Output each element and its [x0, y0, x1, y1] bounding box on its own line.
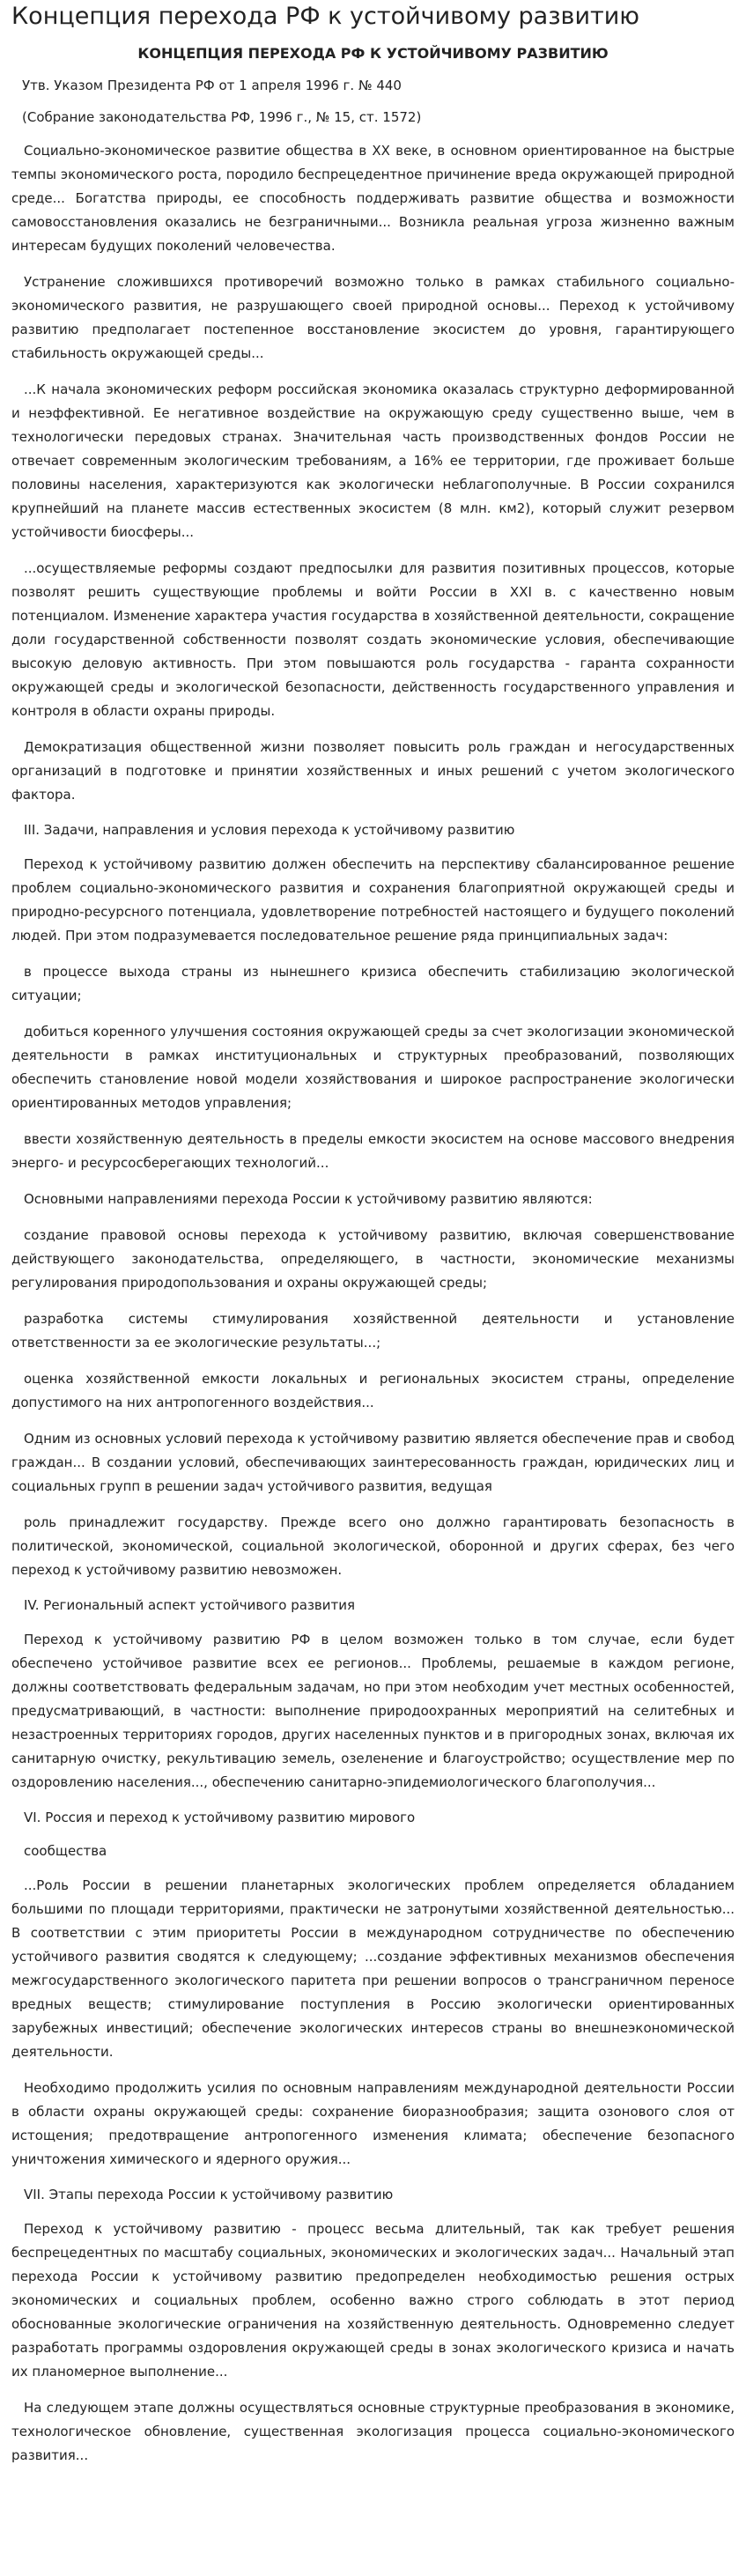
paragraph: в процессе выхода страны из нынешнего кризиса обеспечить стабилизацию экологической ситуации; — [11, 964, 735, 1003]
section-heading: VII. Этапы перехода России к устойчивому развитию — [24, 2187, 394, 2202]
paragraph: Одним из основных условий перехода к устойчивому развитию является обеспечение прав и свобод граждан... В создании условий, обеспечивающих заинтересованность граждан, юридических лиц и социальных групп в решении задач устойчивого развития, ведущая — [11, 1431, 735, 1494]
paragraph: Переход к устойчивому развитию РФ в целом возможен только в том случае, если будет обеспечено устойчивое развитие всех ее регионов... Проблемы, решаемые в каждом регионе, должны соответствовать федеральным задачам, но при этом необходим учет местных особенностей, предусматривающий, в частности: выполнение природоохранных мероприятий на селитебных и незастроенных территориях городов, других населенных пунктов и в пригородных зонах, включая их санитарную очистку, рекультивацию земель, озеленение и благоустройство; осуществление мер по оздоровлению населения..., обеспечению санитарно-эпидемиологического благополучия... — [11, 1632, 735, 1790]
section-heading: сообщества — [24, 1843, 107, 1859]
paragraph: На следующем этапе должны осуществляться основные структурные преобразования в экономике, технологическое обновление, существенная экологизация процесса социально-экономического развития... — [11, 2400, 735, 2463]
document-page — [0, 2, 746, 2468]
source-line: (Собрание законодательства РФ, 1996 г., № 15, ст. 1572) — [22, 109, 422, 125]
paragraph: разработка системы стимулирования хозяйственной деятельности и установление ответственности за ее экологические результаты...; — [11, 1311, 735, 1351]
paragraph: Переход к устойчивому развитию должен обеспечить на перспективу сбалансированное решение проблем социально-экономического развития и сохранения благоприятной окружающей среды и природно-ресурсного потенциала, удовлетворение потребностей настоящего и будущего поколений людей. При этом подразумевается последовательное решение ряда принципиальных задач: — [11, 856, 735, 944]
decree-line: Утв. Указом Президента РФ от 1 апреля 1996 г. № 440 — [22, 78, 402, 93]
paragraph: Социально-экономическое развитие общества в XX веке, в основном ориентированное на быстрые темпы экономического роста, породило беспрецедентное причинение вреда окружающей природной среде... Богатства природы, ее способность поддерживать развитие общества и возможности самовосстановления оказались не безграничными... Возникла реальная угроза жизненно важным интересам будущих поколений человечества. — [11, 143, 735, 254]
section-heading: IV. Региональный аспект устойчивого развития — [24, 1597, 356, 1613]
section-heading: III. Задачи, направления и условия перехода к устойчивому развитию — [24, 822, 515, 838]
paragraph: Демократизация общественной жизни позволяет повысить роль граждан и негосударственных организаций в подготовке и принятии хозяйственных и иных решений с учетом экологического фактора. — [11, 739, 735, 803]
paragraph: роль принадлежит государству. Прежде всего оно должно гарантировать безопасность в политической, экономической, социальной экологической, оборонной и других сферах, без чего переход к устойчивому развитию невозможен. — [11, 1514, 735, 1578]
paragraph: оценка хозяйственной емкости локальных и региональных экосистем страны, определение допустимого на них антропогенного воздействия... — [11, 1371, 735, 1410]
paragraph: создание правовой основы перехода к устойчивому развитию, включая совершенствование действующего законодательства, определяющего, в частности, экономические механизмы регулирования природопользования и охраны окружающей среды; — [11, 1227, 735, 1291]
paragraph: ...Роль России в решении планетарных экологических проблем определяется обладанием большими по площади территориями, практически не затронутыми хозяйственной деятельностью... В соответствии с этим приоритеты России в международном сотрудничестве по обеспечению устойчивого развития сводятся к следующему; ...создание эффективных механизмов обеспечения межгосударственного экологического паритета при решении вопросов о трансграничном переносе вредных веществ; стимулирование поступления в Россию экологически ориентированных зарубежных инвестиций; обеспечение экологических интересов страны во внешнеэкономической деятельности. — [11, 1877, 735, 2060]
paragraph: Устранение сложившихся противоречий возможно только в рамках стабильного социально-экономического развития, не разрушающего своей природной основы... Переход к устойчивому развитию предполагает постепенное восстановление экосистем до уровня, гарантирующего стабильность окружающей среды... — [11, 274, 735, 361]
paragraph: ...К начала экономических реформ российская экономика оказалась структурно деформированной и неэффективной. Ее негативное воздействие на окружающую среду существенно выше, чем в технологически передовых странах. Значительная часть производственных фондов России не отвечает современным экологическим требованиям, а 16% ее территории, где проживает больше половины населения, характеризуются как экологически неблагополучные. В России сохранился крупнейший на планете массив естественных экосистем (8 млн. км2), который служит резервом устойчивости биосферы... — [11, 381, 735, 540]
page-title: Концепция перехода РФ к устойчивому развитию — [11, 3, 640, 30]
paragraph: Основными направлениями перехода России к устойчивому развитию являются: — [24, 1191, 593, 1207]
paragraph: Необходимо продолжить усилия по основным направлениям международной деятельности России в области охраны окружающей среды: сохранение биоразнообразия; защита озонового слоя от истощения; предотвращение антропогенного изменения климата; обеспечение безопасного уничтожения химического и ядерного оружия... — [11, 2080, 735, 2167]
section-heading: VI. Россия и переход к устойчивому развитию мирового — [24, 1810, 416, 1825]
paragraph: добиться коренного улучшения состояния окружающей среды за счет экологизации экономической деятельности в рамках институциональных и структурных преобразований, позволяющих обеспечить становление новой модели хозяйствования и широкое распространение экологически ориентированных методов управления; — [11, 1024, 735, 1111]
document-subtitle: КОНЦЕПЦИЯ ПЕРЕХОДА РФ К УСТОЙЧИВОМУ РАЗВИТИЮ — [137, 45, 609, 62]
paragraph: ввести хозяйственную деятельность в пределы емкости экосистем на основе массового внедрения энерго- и ресурсосберегающих технологий... — [11, 1131, 735, 1171]
document-body — [11, 139, 735, 2468]
paragraph: ...осуществляемые реформы создают предпосылки для развития позитивных процессов, которые позволят решить существующие проблемы и войти России в XXI в. с качественно новым потенциалом. Изменение характера участия государства в хозяйственной деятельности, сокращение доли государственной собственности позволят создать экономические условия, обеспечивающие высокую деловую активность. При этом повышаются роль государства - гаранта сохранности окружающей среды и экологической безопасности, действенность государственного управления и контроля в области охраны природы. — [11, 560, 735, 719]
paragraph: Переход к устойчивому развитию - процесс весьма длительный, так как требует решения беспрецедентных по масштабу социальных, экономических и экологических задач... Начальный этап перехода России к устойчивому развитию предопределен необходимостью решения острых экономических и социальных проблем, особенно важно строго соблюдать в этот период обоснованные экологические ограничения на хозяйственную деятельность. Одновременно следует разработать программы оздоровления окружающей среды в зонах экологического кризиса и начать их планомерное выполнение... — [11, 2221, 735, 2380]
